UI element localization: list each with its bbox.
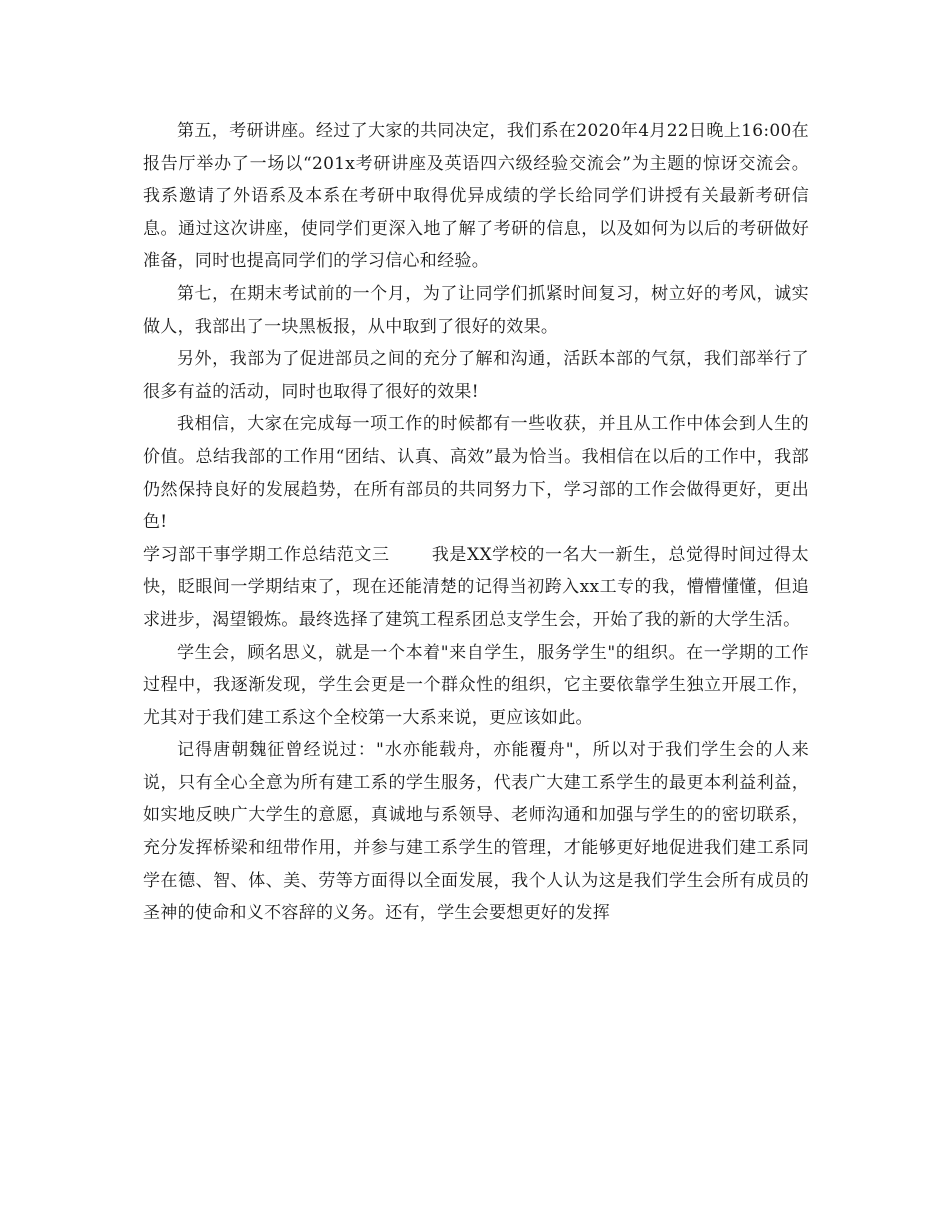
document-page xyxy=(143,115,809,930)
section-gap xyxy=(390,545,432,565)
paragraph-student-union: 学生会，顾名思义，就是一个本着"来自学生，服务学生"的组织。在一学期的工作过程中，我逐渐发现，学生会更是一个群众性的组织，它主要依靠学生独立开展工作，尤其对于我们建工系这个全校第一大系来说，更应该如此。 xyxy=(143,642,809,728)
section-title: 学习部干事学期工作总结范文三 xyxy=(143,544,390,565)
section-intro: 我是XX学校的一名大一新生，总觉得时间过得太快，眨眼间一学期结束了，现在还能清楚的记得当初跨入xx工专的我，懵懵懂懂，但追求进步，渴望锻炼。最终选择了建筑工程系团总支学生会，开始了我的新的大学生活。 xyxy=(143,544,809,630)
paragraph-conclusion: 我相信，大家在完成每一项工作的时候都有一些收获，并且从工作中体会到人生的价值。总结我部的工作用“团结、认真、高效”最为恰当。我相信在以后的工作中，我部仍然保持良好的发展趋势，在所有部员的共同努力下，学习部的工作会做得更好，更出色! xyxy=(143,414,809,533)
paragraph-wei-zheng: 记得唐朝魏征曾经说过："水亦能载舟，亦能覆舟"，所以对于我们学生会的人来说，只有全心全意为所有建工系的学生服务，代表广大建工系学生的最更本利益利益，如实地反映广大学生的意愿，真诚地与系领导、老师沟通和加强与学生的的密切联系，充分发挥桥梁和纽带作用，并参与建工系学生的管理，才能够更好地促进我们建工系同学在德、智、体、美、劳等方面得以全面发展，我个人认为这是我们学生会所有成员的圣神的使命和义不容辞的义务。还有，学生会要想更好的发挥 xyxy=(143,740,809,924)
paragraph-blackboard: 第七，在期末考试前的一个月，为了让同学们抓紧时间复习，树立好的考风，诚实做人，我部出了一块黑板报，从中取到了很好的效果。 xyxy=(143,283,809,337)
section-three xyxy=(143,539,809,637)
paragraph-lecture: 第五，考研讲座。经过了大家的共同决定，我们系在2020年4月22日晚上16:00在报告厅举办了一场以“201x考研讲座及英语四六级经验交流会”为主题的惊讶交流会。我系邀请了外语系及本系在考研中取得优异成绩的学长给同学们讲授有关最新考研信息。通过这次讲座，使同学们更深入地了解了考研的信息，以及如何为以后的考研做好准备，同时也提高同学们的学习信心和经验。 xyxy=(143,121,809,272)
paragraph-activities: 另外，我部为了促进部员之间的充分了解和沟通，活跃本部的气氛，我们部举行了很多有益的活动，同时也取得了很好的效果! xyxy=(143,349,809,402)
